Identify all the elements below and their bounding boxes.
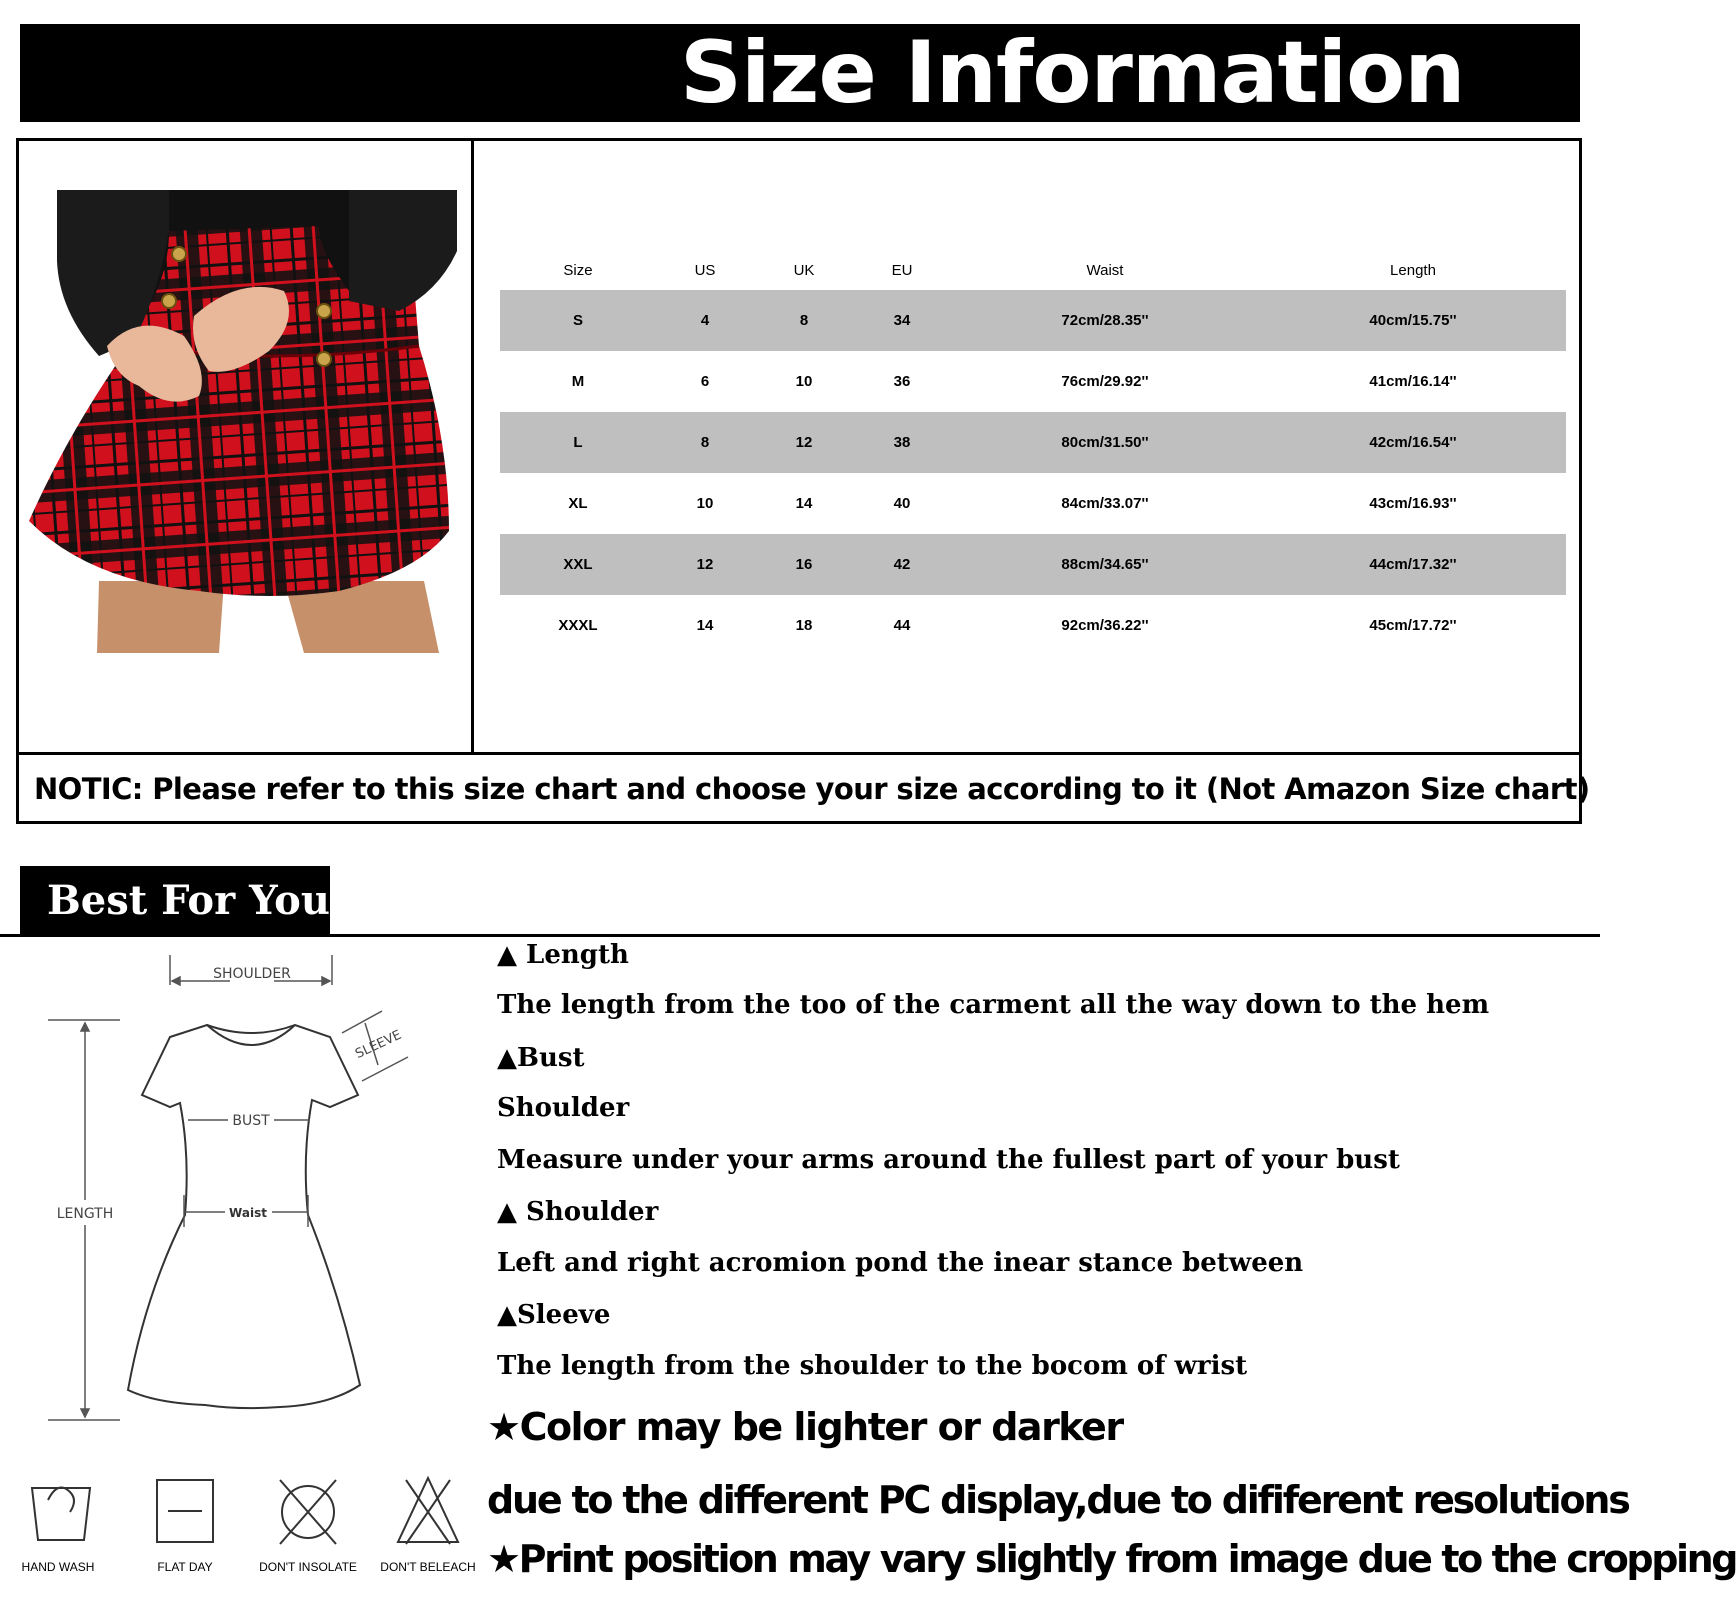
- cell-eu: 40: [893, 495, 911, 512]
- shoulder-heading: ▲ Shoulder: [497, 1197, 659, 1227]
- cell-length: 45cm/17.72'': [1369, 617, 1457, 634]
- table-row: [500, 290, 1566, 351]
- no-tumble-dry-icon: [280, 1480, 336, 1544]
- cell-eu: 38: [893, 434, 911, 451]
- table-row: [500, 351, 1566, 412]
- care-icons: [20, 1470, 470, 1570]
- cell-us: 10: [696, 495, 714, 512]
- cell-uk: 10: [795, 373, 813, 390]
- waist-label: Waist: [229, 1206, 267, 1220]
- header-uk: UK: [793, 261, 815, 279]
- cell-size: L: [573, 434, 583, 451]
- table-header-row: [500, 250, 1566, 290]
- cell-uk: 16: [795, 556, 813, 573]
- cell-length: 41cm/16.14'': [1369, 373, 1457, 390]
- flat-dry-icon: [157, 1480, 213, 1542]
- best-for-you-tab: [20, 866, 330, 936]
- cell-waist: 84cm/33.07'': [1061, 495, 1149, 512]
- header-us: US: [694, 261, 716, 279]
- cell-length: 42cm/16.54'': [1369, 434, 1457, 451]
- table-row: [500, 534, 1566, 595]
- cell-waist: 76cm/29.92'': [1061, 373, 1149, 390]
- cell-us: 14: [696, 617, 714, 634]
- cell-eu: 44: [893, 617, 911, 634]
- notice-divider: [19, 752, 1579, 755]
- cell-us: 4: [700, 312, 710, 329]
- page-title: Size Information: [680, 23, 1465, 123]
- plaid-skirt-image: [19, 141, 471, 752]
- cell-uk: 14: [795, 495, 813, 512]
- table-row: [500, 595, 1566, 656]
- cell-uk: 12: [795, 434, 813, 451]
- care-label-dont-bleach: DON'T BELEACH: [380, 1560, 476, 1574]
- length-heading: ▲ Length: [497, 940, 629, 970]
- product-image-panel: [19, 141, 474, 752]
- cell-length: 43cm/16.93'': [1369, 495, 1457, 512]
- header-eu: EU: [891, 261, 913, 279]
- sleeve-description: The length from the shoulder to the bocom of wrist: [497, 1351, 1248, 1381]
- cell-length: 40cm/15.75'': [1369, 312, 1457, 329]
- cell-size: XL: [568, 495, 588, 512]
- header-waist: Waist: [1086, 261, 1124, 279]
- section-divider: [0, 934, 1600, 937]
- cell-size: XXXL: [558, 617, 598, 634]
- length-description: The length from the too of the carment all the way down to the hem: [497, 990, 1490, 1020]
- bust-subheading: Shoulder: [497, 1093, 630, 1123]
- table-row: [500, 412, 1566, 473]
- cell-length: 44cm/17.32'': [1369, 556, 1457, 573]
- cell-waist: 72cm/28.35'': [1061, 312, 1149, 329]
- cell-eu: 34: [893, 312, 911, 329]
- cell-waist: 92cm/36.22'': [1061, 617, 1149, 634]
- cell-uk: 8: [799, 312, 809, 329]
- dress-measurement-diagram: [40, 945, 420, 1420]
- cell-eu: 36: [893, 373, 911, 390]
- cell-eu: 42: [893, 556, 911, 573]
- best-for-you-label: Best For You: [47, 877, 330, 924]
- care-label-dont-insolate: DON'T INSOLATE: [259, 1560, 357, 1574]
- header-length: Length: [1390, 261, 1436, 279]
- cell-size: M: [571, 373, 585, 390]
- size-notice: NOTIC: Please refer to this size chart and choose your size according to it (Not Amazon Size chart): [34, 772, 1590, 806]
- cell-uk: 18: [795, 617, 813, 634]
- cell-us: 12: [696, 556, 714, 573]
- table-row: [500, 473, 1566, 534]
- sleeve-heading: ▲Sleeve: [497, 1300, 611, 1330]
- color-note: ★Color may be lighter or darker: [487, 1405, 1123, 1449]
- cell-us: 6: [700, 373, 710, 390]
- header-bar: [20, 24, 1580, 122]
- care-label-hand-wash: HAND WASH: [21, 1560, 95, 1574]
- header-size: Size: [563, 261, 593, 279]
- cell-size: XXL: [563, 556, 593, 573]
- cell-size: S: [572, 312, 583, 329]
- bust-description: Measure under your arms around the fullest part of your bust: [497, 1145, 1400, 1175]
- display-note: due to the different PC display,due to dififerent resolutions: [487, 1478, 1629, 1522]
- size-table: [500, 250, 1566, 656]
- shoulder-description: Left and right acromion pond the inear stance between: [497, 1248, 1304, 1278]
- shoulder-label: SHOULDER: [213, 966, 291, 982]
- care-label-flat-dry: FLAT DAY: [157, 1560, 213, 1574]
- cell-waist: 80cm/31.50'': [1061, 434, 1149, 451]
- bust-label: BUST: [232, 1113, 270, 1129]
- no-bleach-icon: [398, 1478, 458, 1544]
- cell-us: 8: [700, 434, 710, 451]
- bust-heading: ▲Bust: [497, 1043, 585, 1073]
- print-position-note: ★Print position may vary slightly from image due to the cropping: [487, 1537, 1736, 1581]
- cell-waist: 88cm/34.65'': [1061, 556, 1149, 573]
- sleeve-label: SLEEVE: [353, 1027, 404, 1062]
- hand-wash-icon: [32, 1488, 90, 1541]
- length-label: LENGTH: [56, 1206, 114, 1222]
